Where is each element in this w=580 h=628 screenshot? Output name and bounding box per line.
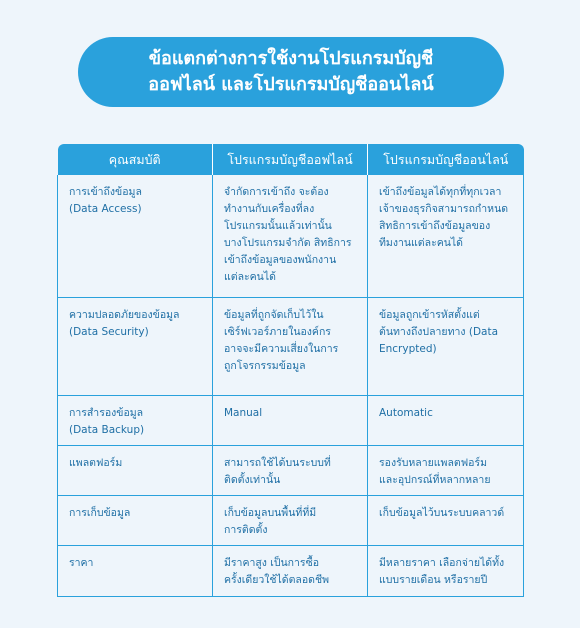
feature-cell: แพลตฟอร์ม <box>58 445 213 495</box>
offline-cell: เก็บข้อมูลบนพื้นที่ที่มี การติดตั้ง <box>213 495 368 545</box>
offline-cell: Manual <box>213 395 368 445</box>
offline-cell: สามารถใช้ได้บนระบบที่ ติดตั้งเท่านั้น <box>213 445 368 495</box>
online-cell: รองรับหลายแพลตฟอร์ม และอุปกรณ์ที่หลากหลาย <box>368 445 524 495</box>
feature-cell: การสำรองข้อมูล (Data Backup) <box>58 395 213 445</box>
online-cell: เก็บข้อมูลไว้บนระบบคลาวด์ <box>368 495 524 545</box>
feature-cell: ราคา <box>58 545 213 596</box>
table-header-row <box>58 144 524 175</box>
title-line-2: ออฟไลน์ และโปรแกรมบัญชีออนไลน์ <box>148 74 434 95</box>
online-cell: มีหลายราคา เลือกจ่ายได้ทั้ง แบบรายเดือน หรือรายปี <box>368 545 524 596</box>
table-row <box>58 297 524 395</box>
table-row <box>58 175 524 297</box>
feature-cell: การเข้าถึงข้อมูล (Data Access) <box>58 175 213 297</box>
comparison-table-wrapper <box>57 144 523 597</box>
offline-cell: จำกัดการเข้าถึง จะต้อง ทำงานกับเครื่องที่ลง โปรแกรมนั้นแล้วเท่านั้น บางโปรแกรมจำกัด สิทธิการ เข้าถึงข้อมูลของพนักงาน แต่ละคนได้ <box>213 175 368 297</box>
header-feature: คุณสมบัติ <box>58 144 213 175</box>
online-cell: Automatic <box>368 395 524 445</box>
feature-cell: ความปลอดภัยของข้อมูล (Data Security) <box>58 297 213 395</box>
table-row <box>58 495 524 545</box>
title-banner <box>78 37 504 107</box>
online-cell: ข้อมูลถูกเข้ารหัสตั้งแต่ ต้นทางถึงปลายทาง (Data Encrypted) <box>368 297 524 395</box>
table-row <box>58 545 524 596</box>
feature-cell: การเก็บข้อมูล <box>58 495 213 545</box>
table-row <box>58 445 524 495</box>
online-cell: เข้าถึงข้อมูลได้ทุกที่ทุกเวลา เจ้าของธุรกิจสามารถกำหนด สิทธิการเข้าถึงข้อมูลของ ทีมงานแต่ละคนได้ <box>368 175 524 297</box>
offline-cell: มีราคาสูง เป็นการซื้อ ครั้งเดียวใช้ได้ตลอดชีพ <box>213 545 368 596</box>
header-online: โปรแกรมบัญชีออนไลน์ <box>368 144 524 175</box>
header-offline: โปรแกรมบัญชีออฟไลน์ <box>213 144 368 175</box>
offline-cell: ข้อมูลที่ถูกจัดเก็บไว้ใน เซิร์ฟเวอร์ภายในองค์กร อาจจะมีความเสี่ยงในการ ถูกโจรกรรมข้อมูล <box>213 297 368 395</box>
title-line-1: ข้อแตกต่างการใช้งานโปรแกรมบัญชี <box>148 48 434 69</box>
comparison-table <box>57 144 524 597</box>
table-row <box>58 395 524 445</box>
